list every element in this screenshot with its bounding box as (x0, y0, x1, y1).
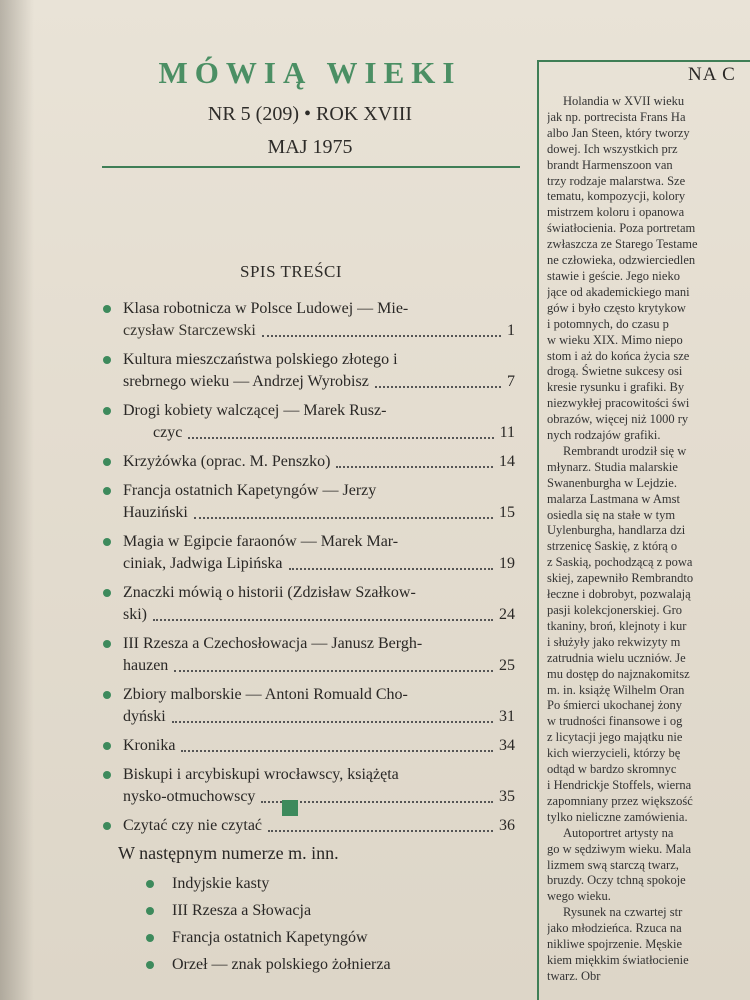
toc-entry-line: Drogi kobiety walczącej — Marek Rusz- (123, 402, 387, 419)
article-line: światłocienia. Poza portretam (547, 221, 696, 236)
toc-entry[interactable] (95, 349, 515, 393)
article-line: i Hendrickje Stoffels, wierna (547, 777, 692, 792)
article-line: m. in. książę Wilhelm Oran (547, 682, 685, 697)
article-line: z licytacji jego majątku nie (547, 730, 683, 745)
toc-entry-line: hauzen (123, 657, 169, 674)
bullet-icon (146, 907, 154, 915)
toc-entry-line: ciniak, Jadwiga Lipińska (123, 555, 283, 572)
dot-leader (289, 568, 493, 570)
article-line: go w sędziwym wieku. Mala (547, 841, 692, 856)
toc-entry[interactable] (95, 684, 515, 728)
list-item: Indyjskie kasty (140, 870, 520, 897)
toc-entry-line: czysław Starczewski (123, 322, 256, 339)
toc-entry[interactable] (95, 400, 515, 444)
bullet-icon (103, 407, 111, 415)
article-line: skiej, zapewniło Rembrandto (547, 571, 694, 586)
table-of-contents (95, 298, 515, 844)
dot-leader (188, 437, 493, 439)
bullet-icon (146, 880, 154, 888)
article-line: Swanenburgha w Lejdzie. (547, 475, 677, 490)
toc-entry-line: Czytać czy nie czytać (123, 817, 263, 834)
dot-leader (262, 335, 501, 337)
bullet-icon (103, 742, 111, 750)
article-line: i służyły jako rekwizyty m (547, 634, 681, 649)
article-line: dowej. Ich wszystkich prz (547, 141, 678, 156)
toc-page-number: 34 (499, 737, 515, 754)
article-line: Po śmierci ukochanej żony (547, 698, 683, 713)
article-line: zwłaszcza ze Starego Testame (547, 237, 698, 252)
toc-page-number: 24 (499, 606, 515, 623)
article-line: albo Jan Steen, który tworzy (547, 125, 690, 140)
toc-entry-line: Krzyżówka (oprac. M. Penszko) (123, 453, 331, 470)
toc-entry[interactable] (95, 451, 515, 473)
toc-page-number: 25 (499, 657, 515, 674)
article-line: łeczne i dobrobyt, pozwalają (547, 587, 691, 602)
bullet-icon (103, 356, 111, 364)
article-line: bruzdy. Oczy tchną spokoje (547, 873, 686, 888)
article-line: twarz. Obr (547, 968, 601, 983)
bullet-icon (103, 305, 111, 313)
dot-leader (181, 750, 493, 752)
article-line: nikliwe spojrzenie. Męskie (547, 937, 683, 952)
bullet-icon (103, 771, 111, 779)
masthead-rule (102, 166, 520, 168)
toc-entry[interactable] (95, 815, 515, 837)
article-line: wego wieku. (547, 889, 611, 904)
article-line: stawie i geście. Jego nieko (547, 268, 680, 283)
article-line: Uylenburgha, handlarza dzi (547, 523, 686, 538)
bullet-icon (103, 589, 111, 597)
article-line: Autoportret artysty na (563, 825, 674, 840)
article-line: jak np. portrecista Frans Ha (547, 109, 686, 124)
article-line: tkaniny, broń, klejnoty i kur (547, 618, 687, 633)
toc-entry-line: Zbiory malborskie — Antoni Romuald Cho- (123, 686, 408, 703)
article-line: drogą. Świetne sukcesy osi (547, 364, 683, 379)
article-line: lizmem swą starczą twarz, (547, 857, 679, 872)
article-line: pasji kolekcjonerskiej. Gro (547, 603, 683, 617)
toc-page-number: 11 (499, 424, 515, 441)
article-line: kiem miękkim światłocienie (547, 952, 689, 967)
article-line: nych rodzajów grafiki. (547, 428, 661, 443)
toc-entry-line: Kronika (123, 737, 176, 754)
next-issue-list (140, 870, 520, 978)
toc-entry[interactable] (95, 633, 515, 677)
article-line: tylko nieliczne zamówienia. (547, 809, 688, 824)
article-line: ne człowieka, odzwierciedlen (547, 253, 696, 268)
article-line: kich wierzycieli, którzy bę (547, 746, 681, 761)
bullet-icon (103, 691, 111, 699)
article-line: zapomniany przez większość (547, 793, 693, 808)
bullet-icon (103, 458, 111, 466)
article-line: mu dostęp do najznakomitsz (547, 666, 690, 681)
article-line: obrazów, więcej niż 1000 ry (547, 412, 689, 427)
toc-page-number: 36 (499, 817, 515, 834)
article-line: brandt Harmenszoon van (547, 157, 673, 172)
bullet-icon (103, 640, 111, 648)
list-item: Orzeł — znak polskiego żołnierza (140, 951, 520, 978)
article-line: kresie rysunku i grafiki. By (547, 380, 685, 395)
toc-page-number: 15 (499, 504, 515, 521)
toc-page-number: 35 (499, 788, 515, 805)
list-item: Francja ostatnich Kapetyngów (140, 924, 520, 951)
issue-number: NR 5 (209) • ROK XVIII (207, 103, 413, 125)
bullet-icon (146, 961, 154, 969)
toc-entry-line: dyński (123, 708, 166, 725)
right-column-heading: NA C (688, 64, 736, 85)
dot-leader (153, 619, 493, 621)
next-issue-heading: W następnym numerze m. inn. (118, 843, 339, 863)
dot-leader (174, 670, 493, 672)
article-line: stom i aż do końca życia sze (547, 348, 690, 363)
article-line: strzenicę Saskię, z którą o (547, 539, 678, 554)
dot-leader (268, 830, 493, 832)
toc-page-number: 14 (499, 453, 515, 470)
toc-entry-line: Kultura mieszczaństwa polskiego złotego i (123, 351, 398, 368)
toc-entry[interactable] (95, 298, 515, 342)
toc-page-number: 31 (499, 708, 515, 725)
toc-entry-line: III Rzesza a Czechosłowacja — Janusz Bergh- (123, 635, 423, 652)
right-column-article (547, 94, 750, 1000)
toc-entry-line: czyc (153, 424, 183, 441)
list-item: III Rzesza a Słowacja (140, 897, 520, 924)
article-line: osiedla się na stałe w tym (547, 507, 676, 522)
article-line: z Saskią, pochodzącą z powa (547, 555, 693, 570)
article-line: odtąd w bardzo skromnyc (547, 762, 677, 777)
toc-page-number: 7 (507, 373, 515, 390)
toc-entry[interactable] (95, 531, 515, 575)
article-line: i potomnych, do czasu p (547, 316, 669, 331)
article-line: malarza Lastmana w Amst (547, 491, 680, 506)
toc-entry-line: Hauziński (123, 504, 188, 521)
toc-entry-line: Magia w Egipcie faraonów — Marek Mar- (123, 533, 399, 550)
article-line: niezwykłej pracowitości świ (547, 396, 690, 411)
toc-entry-line: Francja ostatnich Kapetyngów — Jerzy (123, 482, 377, 499)
toc-entry-line: ski) (123, 606, 147, 623)
article-line: gów i było często krytykow (547, 300, 686, 315)
dot-leader (194, 517, 493, 519)
bullet-icon (103, 538, 111, 546)
issue-date: MAJ 1975 (267, 136, 353, 158)
toc-entry[interactable] (95, 582, 515, 626)
toc-entry-line: Klasa robotnicza w Polsce Ludowej — Mie- (123, 300, 409, 317)
article-line: Rembrandt urodził się w (563, 443, 687, 458)
article-line: jako młodzieńca. Rzuca na (547, 921, 682, 936)
toc-entry[interactable] (95, 764, 515, 808)
masthead (100, 55, 520, 159)
dot-leader (172, 721, 493, 723)
magazine-title: MÓWIĄ WIEKI (158, 55, 462, 90)
article-line: w wieku XIX. Mimo niepo (547, 332, 683, 347)
toc-entry-line: nysko-otmuchowscy (123, 788, 256, 805)
bullet-icon (103, 822, 111, 830)
article-line: trzy rodzaje malarstwa. Sze (547, 173, 686, 188)
toc-entry[interactable] (95, 735, 515, 757)
section-divider-square (282, 800, 298, 816)
toc-page-number: 1 (507, 322, 515, 339)
dot-leader (375, 386, 501, 388)
toc-entry-line: Biskupi i arcybiskupi wrocławscy, książęta (123, 766, 399, 783)
toc-page-number: 19 (499, 555, 515, 572)
bullet-icon (146, 934, 154, 942)
toc-entry-line: Znaczki mówią o historii (Zdzisław Szałkow- (123, 584, 416, 601)
dot-leader (336, 466, 493, 468)
toc-heading: SPIS TREŚCI (240, 262, 343, 281)
article-line: młynarz. Studia malarskie (547, 459, 678, 474)
article-line: Rysunek na czwartej str (563, 905, 683, 920)
article-line: jące od akademickiego mani (547, 284, 690, 299)
article-line: zatrudnia wielu uczniów. Je (547, 650, 686, 665)
article-line: tematu, kompozycji, kolory (547, 189, 686, 204)
article-line: w trudności finansowe i og (547, 714, 683, 729)
article-line: Holandia w XVII wieku (563, 94, 685, 108)
toc-entry[interactable] (95, 480, 515, 524)
toc-entry-line: srebrnego wieku — Andrzej Wyrobisz (123, 373, 369, 390)
bullet-icon (103, 487, 111, 495)
article-line: mistrzem koloru i opanowa (547, 205, 685, 220)
